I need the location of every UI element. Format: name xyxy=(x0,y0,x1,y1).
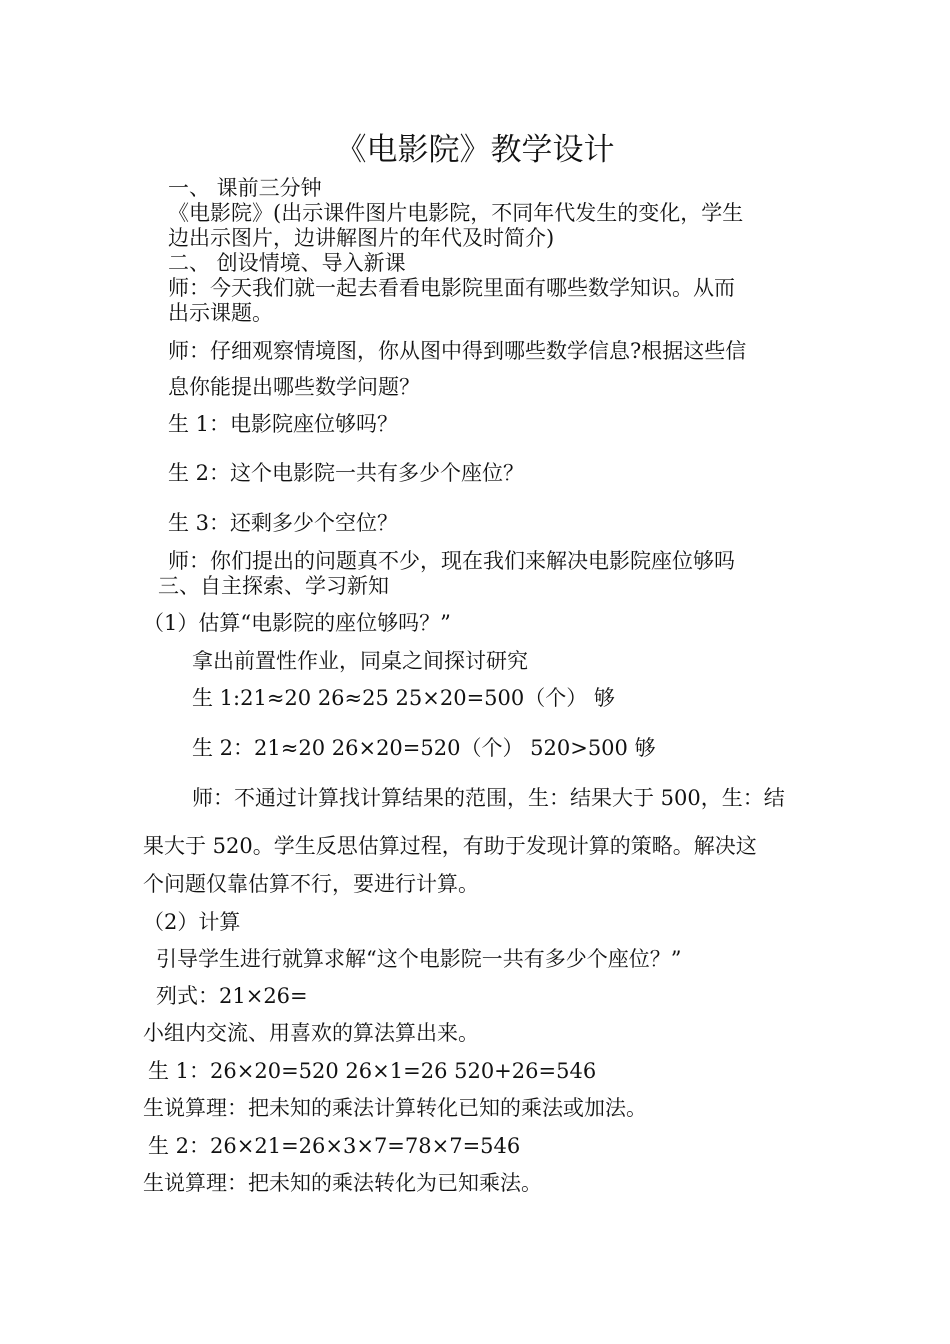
paragraph-line: 果大于 520。学生反思估算过程，有助于发现计算的策略。解决这 xyxy=(143,834,757,858)
paragraph-line: 师：仔细观察情境图，你从图中得到哪些数学信息?根据这些信 xyxy=(168,339,747,363)
student-answer: 生 2：21≈20 26×20=520（个） 520>500 够 xyxy=(192,736,656,760)
paragraph-line: 师：今天我们就一起去看看电影院里面有哪些数学知识。从而 xyxy=(168,276,735,300)
student-answer: 生 1：电影院座位够吗？ xyxy=(168,412,399,436)
student-answer: 生 1：26×20=520 26×1=26 520+26=546 xyxy=(148,1059,597,1083)
paragraph-line: 师：不通过计算找计算结果的范围，生：结果大于 500，生：结 xyxy=(192,786,785,810)
paragraph-line: 息你能提出哪些数学问题？ xyxy=(168,375,420,399)
student-answer: 生 3：还剩多少个空位？ xyxy=(168,511,399,535)
paragraph-line: 出示课题。 xyxy=(168,301,273,325)
heading-pre-class: 一、 课前三分钟 xyxy=(168,176,322,200)
subheading-calculate: （2）计算 xyxy=(143,910,241,934)
paragraph-line: 引导学生进行就算求解“这个电影院一共有多少个座位？” xyxy=(156,947,682,971)
paragraph-line: 个问题仅靠估算不行，要进行计算。 xyxy=(143,872,479,896)
formula-line: 列式：21×26= xyxy=(156,984,308,1008)
paragraph-line: 小组内交流、用喜欢的算法算出来。 xyxy=(143,1021,479,1045)
student-answer: 生 2：这个电影院一共有多少个座位？ xyxy=(168,461,525,485)
paragraph-line: 生说算理：把未知的乘法计算转化已知的乘法或加法。 xyxy=(143,1096,647,1120)
student-answer: 生 1:21≈20 26≈25 25×20=500（个） 够 xyxy=(192,686,615,710)
paragraph-line: 边出示图片，边讲解图片的年代及时简介) xyxy=(168,226,555,250)
subheading-estimate: （1）估算“电影院的座位够吗？” xyxy=(143,611,451,635)
paragraph-line: 生说算理：把未知的乘法转化为已知乘法。 xyxy=(143,1171,542,1195)
paragraph-line: 《电影院》(出示课件图片电影院，不同年代发生的变化，学生 xyxy=(168,201,744,225)
paragraph-line: 拿出前置性作业，同桌之间探讨研究 xyxy=(192,649,528,673)
paragraph-line: 师：你们提出的问题真不少，现在我们来解决电影院座位够吗 xyxy=(168,549,735,573)
student-answer: 生 2：26×21=26×3×7=78×7=546 xyxy=(148,1134,521,1158)
heading-exploration: 三、自主探索、学习新知 xyxy=(158,574,389,598)
heading-introduction: 二、 创设情境、导入新课 xyxy=(168,251,406,275)
document-title: 《电影院》教学设计 xyxy=(335,132,615,168)
